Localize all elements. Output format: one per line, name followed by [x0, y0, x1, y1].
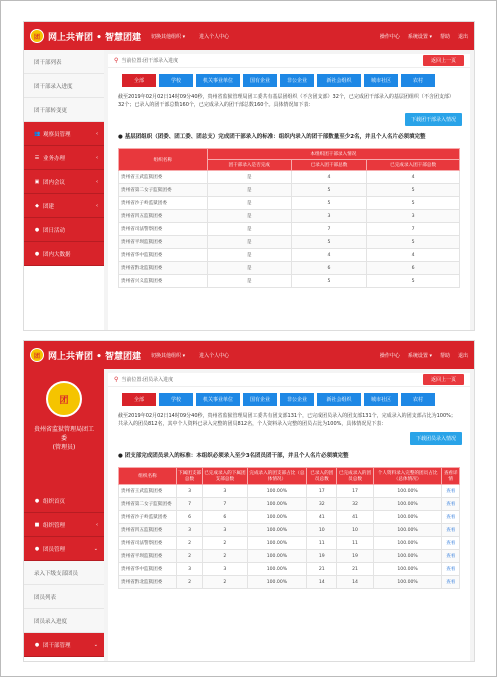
- table-cell: 贵州省王武监狱团委: [119, 171, 208, 184]
- standard-note: ● 基层团组织（团委、团工委、团总支）完成团干部录入的标准：组织内录入的团干部数量至少2名，并且个人名片必须填完整: [118, 134, 426, 140]
- table-cell: 5: [367, 275, 460, 288]
- table-cell: 贵州省华中监狱团委: [119, 249, 208, 262]
- sidebar-item-cadre-progress[interactable]: [24, 74, 104, 98]
- column-header: 组织名称: [119, 149, 208, 171]
- column-header: 完成录入的团支部占比（总体情况）: [247, 468, 307, 485]
- sidebar-item-label: 观察员管理: [43, 131, 71, 138]
- table-cell: 7: [367, 223, 460, 236]
- table-cell: 贵州省平坝监狱团委: [119, 550, 177, 563]
- member-progress-table: [118, 467, 460, 589]
- table-cell: 6: [291, 262, 366, 275]
- standard-note: ● 团支部完成团员录入的标准：本组织必须录入至少3名团员团干部，并且个人名片必须填完整: [118, 453, 349, 459]
- table-cell: 3: [203, 485, 248, 498]
- table-row: [119, 563, 460, 576]
- table-cell: 贵州省第二女子监狱团委: [119, 498, 177, 511]
- summary-text: 截至2019年02月02日14时09分40秒，贵州省监狱管理局团工委共有团支部131个，已完成团员录入的团支部131个，完成录入的团支部占比为100%；共录入的团员812名，其中个人资料已录入完整的团员812名，个人资料录入完整的团员占比为100%，具体情况见下表：: [118, 413, 456, 427]
- top-bar: [24, 341, 474, 369]
- org-profile: [24, 369, 104, 489]
- tab-school[interactable]: 学校: [159, 393, 193, 406]
- table-cell: 7: [291, 223, 366, 236]
- sidebar-item-label: 组织首页: [43, 498, 66, 505]
- table-cell: 17: [337, 485, 373, 498]
- help-link[interactable]: 帮助: [439, 352, 450, 359]
- table-cell: 19: [337, 550, 373, 563]
- table-row: [119, 262, 460, 275]
- column-header: 已完成录入的团员总数: [337, 468, 373, 485]
- chevron-left-icon: ‹: [96, 202, 98, 209]
- switch-org-link[interactable]: 切换其他组织 ▾: [151, 33, 186, 40]
- tab-state-owned[interactable]: 国有企业: [243, 74, 277, 87]
- table-row: [119, 576, 460, 589]
- settings-link[interactable]: 系统设置 ▾: [407, 33, 432, 40]
- table-cell: 5: [291, 236, 366, 249]
- view-detail-link[interactable]: 查看: [442, 537, 460, 550]
- column-header: 团干部录入是否完成: [207, 160, 291, 171]
- sidebar-item-label: 录入下级支部团员: [34, 570, 79, 577]
- chevron-left-icon: ‹: [96, 154, 98, 161]
- table-cell: 5: [291, 275, 366, 288]
- table-cell: 3: [203, 524, 248, 537]
- table-cell: 5: [367, 184, 460, 197]
- screenshot-cadre-progress: [23, 21, 475, 331]
- people-icon: 👥: [34, 130, 41, 137]
- table-row: [119, 197, 460, 210]
- dot-icon: ●: [34, 545, 40, 552]
- chevron-left-icon: ‹: [96, 521, 98, 528]
- table-row: [119, 511, 460, 524]
- tab-all[interactable]: 全部: [122, 74, 156, 87]
- table-cell: 41: [337, 511, 373, 524]
- back-button[interactable]: 返回上一页: [423, 374, 464, 385]
- table-cell: 32: [307, 498, 337, 511]
- column-header: 查看详情: [442, 468, 460, 485]
- table-cell: 是: [207, 249, 291, 262]
- meeting-icon: ▣: [34, 178, 40, 185]
- chevron-down-icon: ⌄: [93, 641, 98, 648]
- table-row: [119, 223, 460, 236]
- location-pin-icon: ⚲: [114, 57, 119, 64]
- top-bar: [24, 22, 474, 50]
- table-row: [119, 210, 460, 223]
- table-cell: 2: [176, 576, 202, 589]
- table-cell: 100.00%: [247, 498, 307, 511]
- table-cell: 19: [307, 550, 337, 563]
- table-cell: 100.00%: [373, 511, 442, 524]
- diamond-icon: ◆: [35, 202, 39, 209]
- league-logo-icon: 团: [30, 348, 44, 362]
- table-cell: 是: [207, 275, 291, 288]
- back-button[interactable]: 返回上一页: [423, 55, 464, 66]
- chevron-left-icon: ‹: [96, 130, 98, 137]
- table-cell: 4: [367, 171, 460, 184]
- table-cell: 100.00%: [373, 485, 442, 498]
- column-header: 已录入的团员总数: [307, 468, 337, 485]
- table-cell: 4: [291, 249, 366, 262]
- dot-icon: ●: [34, 497, 40, 504]
- table-cell: 贵州省华中监狱团委: [119, 563, 177, 576]
- org-name: [28, 425, 100, 452]
- table-cell: 10: [307, 524, 337, 537]
- table-cell: 3: [176, 524, 202, 537]
- table-cell: 100.00%: [373, 576, 442, 589]
- sidebar-item-org-manage[interactable]: [24, 513, 104, 537]
- screenshot-member-progress: [23, 340, 475, 662]
- table-cell: 3: [176, 485, 202, 498]
- cadre-progress-table: [118, 148, 460, 288]
- league-emblem-icon: 团: [46, 381, 82, 417]
- table-cell: 是: [207, 171, 291, 184]
- table-cell: 10: [337, 524, 373, 537]
- table-cell: 贵州省平坝监狱团委: [119, 236, 208, 249]
- tab-all[interactable]: 全部: [122, 393, 156, 406]
- ops-center-link[interactable]: 操作中心: [379, 33, 400, 40]
- sidebar-item-league-building[interactable]: [24, 194, 104, 218]
- tab-rural[interactable]: 农村: [401, 74, 435, 87]
- table-cell: 100.00%: [247, 485, 307, 498]
- table-cell: 100.00%: [373, 524, 442, 537]
- dot-icon: ●: [34, 250, 40, 257]
- chevron-down-icon: ⌄: [93, 545, 98, 552]
- sidebar-item-member-progress[interactable]: [24, 609, 104, 633]
- tab-state-owned[interactable]: 国有企业: [243, 393, 277, 406]
- table-cell: 7: [203, 498, 248, 511]
- table-cell: 100.00%: [373, 563, 442, 576]
- league-logo-icon: 团: [30, 29, 44, 43]
- view-detail-link[interactable]: 查看: [442, 524, 460, 537]
- chevron-left-icon: ‹: [96, 178, 98, 185]
- column-header: 组织名称: [119, 468, 177, 485]
- table-cell: 贵州省凹五监狱团委: [119, 524, 177, 537]
- table-row: [119, 236, 460, 249]
- table-cell: 4: [291, 171, 366, 184]
- table-cell: 3: [203, 563, 248, 576]
- view-detail-link[interactable]: 查看: [442, 563, 460, 576]
- table-cell: 2: [176, 550, 202, 563]
- table-cell: 11: [307, 537, 337, 550]
- table-cell: 100.00%: [373, 550, 442, 563]
- tab-new-social-org[interactable]: 新社会组织: [317, 74, 361, 87]
- table-cell: 32: [337, 498, 373, 511]
- brand-title: 网上共青团 • 智慧团建: [48, 32, 142, 43]
- table-cell: 14: [337, 576, 373, 589]
- table-cell: 100.00%: [247, 550, 307, 563]
- table-row: [119, 524, 460, 537]
- sidebar: [24, 50, 104, 330]
- personal-center-link[interactable]: 进入个人中心: [199, 33, 230, 40]
- list-icon: ☰: [34, 154, 40, 161]
- tab-urban-community[interactable]: 城市社区: [364, 393, 398, 406]
- table-cell: 2: [203, 576, 248, 589]
- download-member-button[interactable]: 下载团员录入情况: [410, 432, 462, 445]
- sidebar-item-label: 团建: [43, 203, 55, 210]
- table-cell: 2: [203, 537, 248, 550]
- sidebar-item-label: 团日活动: [43, 227, 66, 234]
- sidebar: [24, 369, 104, 661]
- sidebar-item-cadre-manage[interactable]: [24, 633, 104, 657]
- view-detail-link[interactable]: 查看: [442, 550, 460, 563]
- table-cell: 是: [207, 223, 291, 236]
- table-cell: 17: [307, 485, 337, 498]
- column-header: 已完成录入的下属团支部总数: [203, 468, 248, 485]
- table-cell: 100.00%: [373, 537, 442, 550]
- sidebar-item-label: 团干部列表: [34, 59, 62, 66]
- table-cell: 贵州省黔北监狱团委: [119, 576, 177, 589]
- table-cell: 贵州省沙子岭监狱团委: [119, 511, 177, 524]
- tab-non-public[interactable]: 非公企业: [280, 393, 314, 406]
- table-cell: 贵州省第二女子监狱团委: [119, 184, 208, 197]
- sidebar-item-label: 团员列表: [34, 594, 57, 601]
- table-cell: 5: [367, 236, 460, 249]
- table-cell: 贵州省沙子岭监狱团委: [119, 197, 208, 210]
- table-cell: 是: [207, 262, 291, 275]
- table-cell: 5: [291, 197, 366, 210]
- table-row: [119, 550, 460, 563]
- table-cell: 41: [307, 511, 337, 524]
- table-cell: 14: [307, 576, 337, 589]
- settings-link[interactable]: 系统设置 ▾: [407, 352, 432, 359]
- column-header: 个人资料录入完整的团员占比（总体情况）: [373, 468, 442, 485]
- view-detail-link[interactable]: 查看: [442, 498, 460, 511]
- breadcrumb-text: 当前位置:团干部录入进度: [121, 58, 179, 64]
- table-cell: 3: [367, 210, 460, 223]
- table-cell: 是: [207, 184, 291, 197]
- logout-link[interactable]: 退出: [457, 33, 468, 40]
- table-cell: 5: [291, 184, 366, 197]
- table-cell: 21: [337, 563, 373, 576]
- table-row: [119, 249, 460, 262]
- sidebar-item-meetings[interactable]: [24, 170, 104, 194]
- tab-rural[interactable]: 农村: [401, 393, 435, 406]
- view-detail-link[interactable]: 查看: [442, 576, 460, 589]
- ops-center-link[interactable]: 操作中心: [379, 352, 400, 359]
- org-name-line: 委: [60, 435, 67, 442]
- table-cell: 贵州省凹五监狱团委: [119, 210, 208, 223]
- table-cell: 21: [307, 563, 337, 576]
- table-cell: 是: [207, 197, 291, 210]
- sidebar-item-member-list[interactable]: [24, 585, 104, 609]
- table-row: [119, 537, 460, 550]
- table-cell: 贵州省王武监狱团委: [119, 485, 177, 498]
- tab-urban-community[interactable]: 城市社区: [364, 74, 398, 87]
- personal-center-link[interactable]: 进入个人中心: [199, 352, 230, 359]
- sidebar-item-org-home[interactable]: [24, 489, 104, 513]
- table-cell: 3: [176, 563, 202, 576]
- org-icon: ■: [34, 521, 40, 528]
- breadcrumb: [108, 373, 470, 387]
- sidebar-item-enter-members[interactable]: [24, 561, 104, 585]
- sidebar-item-cadre-change[interactable]: [24, 98, 104, 122]
- table-cell: 4: [367, 249, 460, 262]
- table-cell: 贵州省黔北监狱团委: [119, 262, 208, 275]
- column-header: 本组织团干部录入情况: [207, 149, 459, 160]
- table-row: [119, 498, 460, 511]
- sidebar-item-business[interactable]: [24, 146, 104, 170]
- location-pin-icon: ⚲: [114, 376, 119, 383]
- main-content: [108, 54, 470, 330]
- table-cell: 2: [176, 537, 202, 550]
- table-cell: 2: [203, 550, 248, 563]
- sidebar-item-label: 团干部管理: [43, 642, 71, 649]
- table-cell: 100.00%: [247, 511, 307, 524]
- view-detail-link[interactable]: 查看: [442, 485, 460, 498]
- table-cell: 6: [367, 262, 460, 275]
- sidebar-item-label: 团内会议: [43, 179, 66, 186]
- column-header: 已录入团干部总数: [291, 160, 366, 171]
- column-header: 已完成录入团干部总数: [367, 160, 460, 171]
- table-cell: 3: [291, 210, 366, 223]
- sidebar-item-member-manage[interactable]: [24, 537, 104, 561]
- table-cell: 100.00%: [247, 576, 307, 589]
- table-cell: 100.00%: [247, 563, 307, 576]
- download-cadre-button[interactable]: 下载团干部录入情况: [405, 113, 462, 126]
- table-cell: 5: [367, 197, 460, 210]
- sidebar-item-label: 团内大数据: [43, 251, 71, 258]
- table-row: [119, 184, 460, 197]
- table-row: [119, 275, 460, 288]
- table-cell: 6: [176, 511, 202, 524]
- view-detail-link[interactable]: 查看: [442, 511, 460, 524]
- table-row: [119, 171, 460, 184]
- tab-new-social-org[interactable]: 新社会组织: [317, 393, 361, 406]
- sidebar-item-label: 团干部转变更: [34, 107, 68, 114]
- main-content: [108, 373, 470, 661]
- table-cell: 11: [337, 537, 373, 550]
- category-tabs: [108, 68, 470, 91]
- help-link[interactable]: 帮助: [439, 33, 450, 40]
- table-cell: 是: [207, 236, 291, 249]
- table-cell: 贵州省兴义监狱团委: [119, 275, 208, 288]
- category-tabs: [108, 387, 470, 410]
- sidebar-item-cadre-list[interactable]: [24, 50, 104, 74]
- table-cell: 贵州省司法警察团委: [119, 537, 177, 550]
- switch-org-link[interactable]: 切换其他组织 ▾: [151, 352, 186, 359]
- sidebar-item-label: 组织管理: [43, 522, 66, 529]
- tab-school[interactable]: 学校: [159, 74, 193, 87]
- tab-non-public[interactable]: 非公企业: [280, 74, 314, 87]
- column-header: 下属团支部总数: [176, 468, 202, 485]
- table-cell: 是: [207, 210, 291, 223]
- org-role: (管理员): [52, 444, 76, 451]
- table-row: [119, 485, 460, 498]
- sidebar-item-label: 团干部录入进度: [34, 83, 73, 90]
- dot-icon: ●: [34, 641, 40, 648]
- sidebar-item-label: 团员录入进度: [34, 618, 68, 625]
- breadcrumb-text: 当前位置:团员录入进度: [121, 377, 174, 383]
- brand-title: 网上共青团 • 智慧团建: [48, 351, 142, 362]
- breadcrumb: [108, 54, 470, 68]
- sidebar-item-label: 团员管理: [43, 546, 66, 553]
- table-cell: 7: [176, 498, 202, 511]
- tab-institutions[interactable]: 机关事业单位: [196, 74, 240, 87]
- table-cell: 100.00%: [247, 537, 307, 550]
- sidebar-item-big-data[interactable]: [24, 242, 104, 266]
- table-cell: 100.00%: [373, 498, 442, 511]
- tab-institutions[interactable]: 机关事业单位: [196, 393, 240, 406]
- table-cell: 6: [203, 511, 248, 524]
- table-cell: 贵州省司法警察团委: [119, 223, 208, 236]
- table-cell: 100.00%: [247, 524, 307, 537]
- logout-link[interactable]: 退出: [457, 352, 468, 359]
- summary-text: 截至2019年02月02日14时09分40秒，贵州省监狱管理局团工委共有基层团组织（不含团支部）32个，已完成团干部录入的基层团组织（不含团支部）32个；已录入的团干部总数160个，已完成录入的团干部总数160个。具体情况如下表：: [118, 94, 454, 108]
- org-name-line: 贵州省监狱管理局团工: [33, 426, 94, 433]
- sidebar-item-league-day[interactable]: [24, 218, 104, 242]
- sidebar-item-label: 业务办理: [43, 155, 66, 162]
- sidebar-item-observer[interactable]: [24, 122, 104, 146]
- dot-icon: ●: [34, 226, 40, 233]
